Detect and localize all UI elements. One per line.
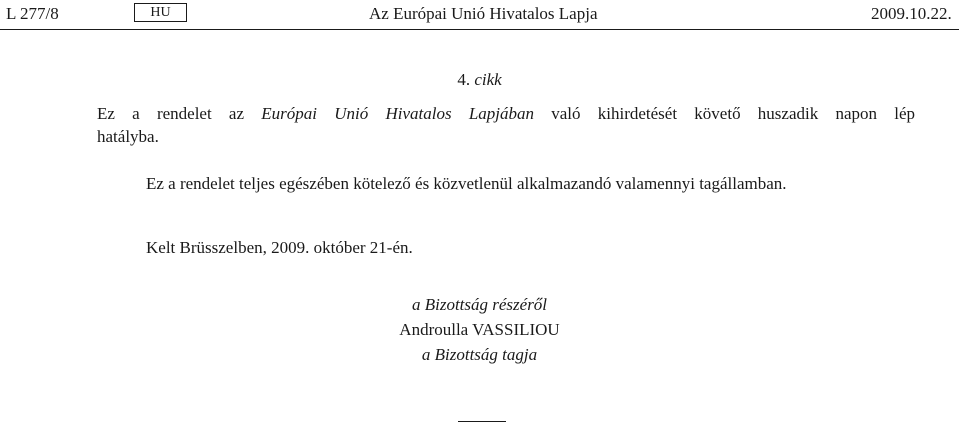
article-word: cikk bbox=[474, 70, 502, 89]
paragraph-1-line-1 bbox=[97, 104, 915, 124]
journal-title: Az Európai Unió Hivatalos Lapja bbox=[369, 4, 598, 23]
paragraph-1-line-2: hatályba. bbox=[97, 127, 159, 146]
language-code-box: HU bbox=[134, 3, 187, 22]
header-rule bbox=[0, 29, 959, 30]
article-heading bbox=[0, 70, 959, 90]
place-and-date: Kelt Brüsszelben, 2009. október 21-én. bbox=[146, 238, 413, 257]
publication-date: 2009.10.22. bbox=[871, 4, 952, 23]
end-rule bbox=[458, 421, 506, 422]
article-number: 4. bbox=[457, 70, 471, 89]
para1-start: Ez a rendelet az bbox=[97, 104, 245, 123]
signatory-name: Androulla VASSILIOU bbox=[399, 320, 560, 339]
signatory-role: a Bizottság tagja bbox=[421, 345, 538, 364]
page-header bbox=[0, 0, 959, 30]
on-behalf-of: a Bizottság részéről bbox=[411, 295, 548, 314]
paragraph-2: Ez a rendelet teljes egészében kötelező és közvetlenül alkalmazandó valamennyi tagállamban. bbox=[146, 174, 787, 193]
page-reference: L 277/8 bbox=[6, 4, 59, 23]
journal-name-italic: Európai Unió Hivatalos Lapjában bbox=[261, 104, 534, 123]
para1-end: való kihirdetését követő huszadik napon lép bbox=[551, 104, 916, 123]
